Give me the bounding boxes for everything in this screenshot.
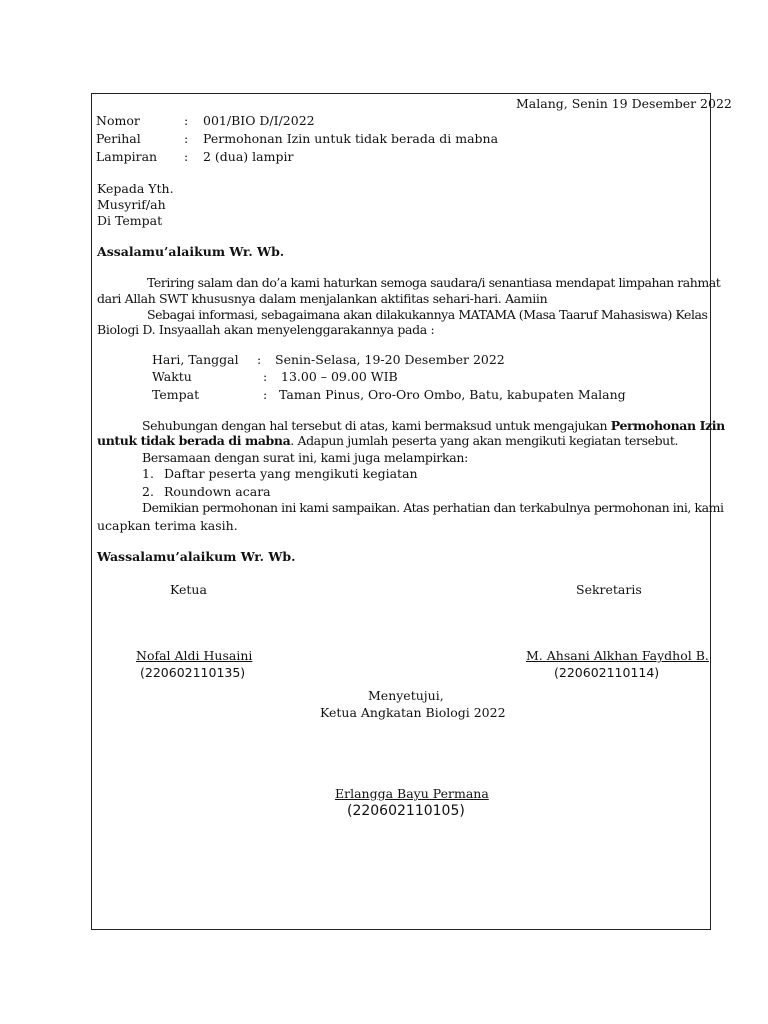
approval-line1: Menyetujui, [368, 688, 444, 703]
approval-line2: Ketua Angkatan Biologi 2022 [320, 705, 506, 720]
event-time-label: Waktu [152, 369, 192, 384]
para3-line2 [97, 433, 678, 449]
ketua-id: (220602110135) [140, 665, 246, 680]
event-time-value: 13.00 – 09.00 WIB [281, 369, 398, 384]
recipient-line3: Di Tempat [97, 213, 163, 228]
recipient-line1: Kepada Yth. [97, 181, 174, 196]
sekretaris-id: (220602110114) [554, 665, 660, 680]
para3-rest: . Adapun jumlah peserta yang akan mengikuti kegiatan tersebut. [290, 433, 679, 448]
closing-line1: Demikian permohonan ini kami sampaikan. Atas perhatian dan terkabulnya permohonan ini, kami [142, 500, 724, 515]
para3-line1 [142, 418, 725, 434]
para3-bold-1: Permohonan Izin [610, 418, 725, 433]
attachment-item-2: Roundown acara [164, 484, 271, 499]
event-day-label: Hari, Tanggal [152, 352, 239, 367]
event-day-value: Senin-Selasa, 19-20 Desember 2022 [275, 352, 505, 367]
place-date: Malang, Senin 19 Desember 2022 [516, 96, 732, 111]
para1-line2: dari Allah SWT khususnya dalam menjalankan aktifitas sehari-hari. Aamiin [97, 291, 548, 306]
attachment-num-2: 2. [142, 484, 154, 499]
para1-line1: Teriring salam dan do’a kami haturkan semoga saudara/i senantiasa mendapat limpahan rahmat [147, 275, 721, 290]
sekretaris-name: M. Ahsani Alkhan Faydhol B. [526, 648, 709, 663]
attachment-item-1: Daftar peserta yang mengikuti kegiatan [164, 466, 418, 481]
ketua-title: Ketua [170, 582, 207, 597]
event-place-label: Tempat [152, 387, 200, 402]
lampiran-value: 2 (dua) lampir [203, 149, 294, 164]
para2-line1: Sebagai informasi, sebagaimana akan dilakukannya MATAMA (Masa Taaruf Mahasiswa) Kelas [147, 307, 708, 322]
para3-bold-2: untuk tidak berada di mabna [97, 433, 291, 448]
para3-intro: Sehubungan dengan hal tersebut di atas, kami bermaksud untuk mengajukan [142, 418, 608, 433]
sekretaris-title: Sekretaris [576, 582, 642, 597]
recipient-line2: Musyrif/ah [97, 197, 166, 212]
closing-line2: ucapkan terima kasih. [97, 518, 238, 533]
nomor-label: Nomor [96, 113, 140, 128]
greeting: Assalamu’alaikum Wr. Wb. [97, 244, 285, 259]
perihal-value: Permohonan Izin untuk tidak berada di mabna [203, 131, 499, 146]
nomor-value: 001/BIO D/I/2022 [203, 113, 315, 128]
nomor-colon: : [184, 113, 189, 128]
farewell: Wassalamu’alaikum Wr. Wb. [97, 549, 296, 564]
para2-line2: Biologi D. Insyaallah akan menyelenggarakannya pada : [97, 322, 435, 337]
approver-id: (220602110105) [347, 803, 465, 819]
perihal-colon: : [184, 131, 189, 146]
event-time-colon: : [263, 369, 268, 384]
event-place-colon: : [263, 387, 268, 402]
event-place-value: Taman Pinus, Oro-Oro Ombo, Batu, kabupaten Malang [279, 387, 626, 402]
attachment-num-1: 1. [142, 466, 154, 481]
perihal-label: Perihal [96, 131, 141, 146]
lampiran-colon: : [184, 149, 189, 164]
lampiran-label: Lampiran [96, 149, 158, 164]
ketua-name: Nofal Aldi Husaini [136, 648, 253, 663]
para4: Bersamaan dengan surat ini, kami juga melampirkan: [142, 450, 469, 465]
event-day-colon: : [257, 352, 262, 367]
approver-name: Erlangga Bayu Permana [335, 786, 489, 801]
